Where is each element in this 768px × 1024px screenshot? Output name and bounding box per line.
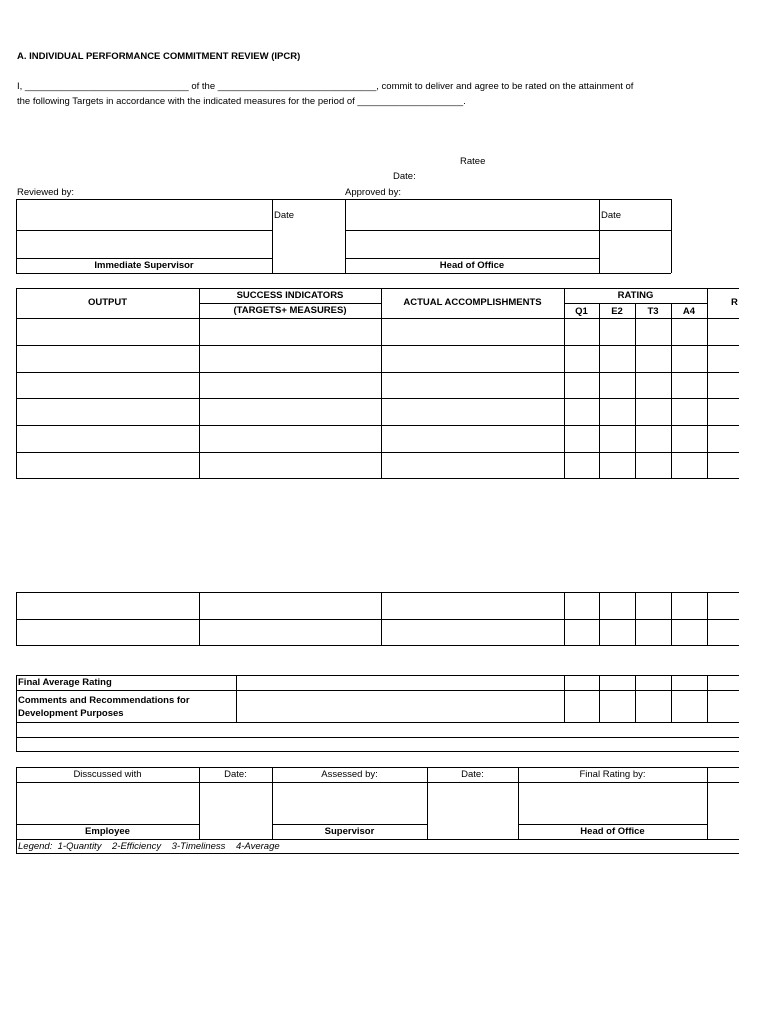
- col-rating-header: RATING: [617, 290, 654, 301]
- commitment-line-1: I, _______________________________ of the ______________________________, commit to deliver and agree to be rated on the attainment of: [17, 81, 634, 92]
- ratee-label: Ratee: [460, 156, 486, 167]
- reviewed-by-label: Reviewed by:: [17, 187, 75, 198]
- ratee-date-label: Date:: [393, 171, 416, 182]
- approved-by-label: Approved by:: [345, 187, 401, 198]
- legend: Legend: 1-Quantity 2-Efficiency 3-Timeliness 4-Average: [18, 841, 280, 852]
- col-actual-header: ACTUAL ACCOMPLISHMENTS: [403, 297, 542, 308]
- signoff-date-2: Date:: [461, 769, 484, 780]
- supervisor-label: Supervisor: [324, 826, 375, 837]
- signoff-head-of-office-label: Head of Office: [580, 826, 645, 837]
- col-output-header: OUTPUT: [87, 297, 128, 308]
- head-of-office-label: Head of Office: [439, 260, 505, 271]
- col-q1: Q1: [575, 306, 588, 317]
- employee-label: Employee: [85, 826, 130, 837]
- assessed-by-label: Assessed by:: [321, 769, 378, 780]
- comments-label-2: Development Purposes: [18, 708, 124, 719]
- col-e2: E2: [611, 306, 623, 317]
- immediate-supervisor-label: Immediate Supervisor: [94, 260, 194, 271]
- col-t3: T3: [647, 306, 659, 317]
- approval-date-left: Date: [274, 210, 295, 221]
- col-success-subheader: (TARGETS+ MEASURES): [233, 305, 347, 316]
- comments-label-1: Comments and Recommendations for: [18, 695, 190, 706]
- final-average-label: Final Average Rating: [18, 677, 112, 688]
- commitment-line-2: the following Targets in accordance with the indicated measures for the period of ____________________.: [17, 96, 466, 107]
- signoff-date-1: Date:: [224, 769, 247, 780]
- col-a4: A4: [682, 306, 696, 317]
- col-remarks-header: R: [731, 297, 738, 308]
- final-rating-by-label: Final Rating by:: [579, 769, 646, 780]
- discussed-with-label: Disscussed with: [73, 769, 142, 780]
- form-title: A. INDIVIDUAL PERFORMANCE COMMITMENT REVIEW (IPCR): [17, 51, 301, 62]
- col-success-header: SUCCESS INDICATORS: [236, 290, 344, 301]
- approval-date-right: Date: [601, 210, 622, 221]
